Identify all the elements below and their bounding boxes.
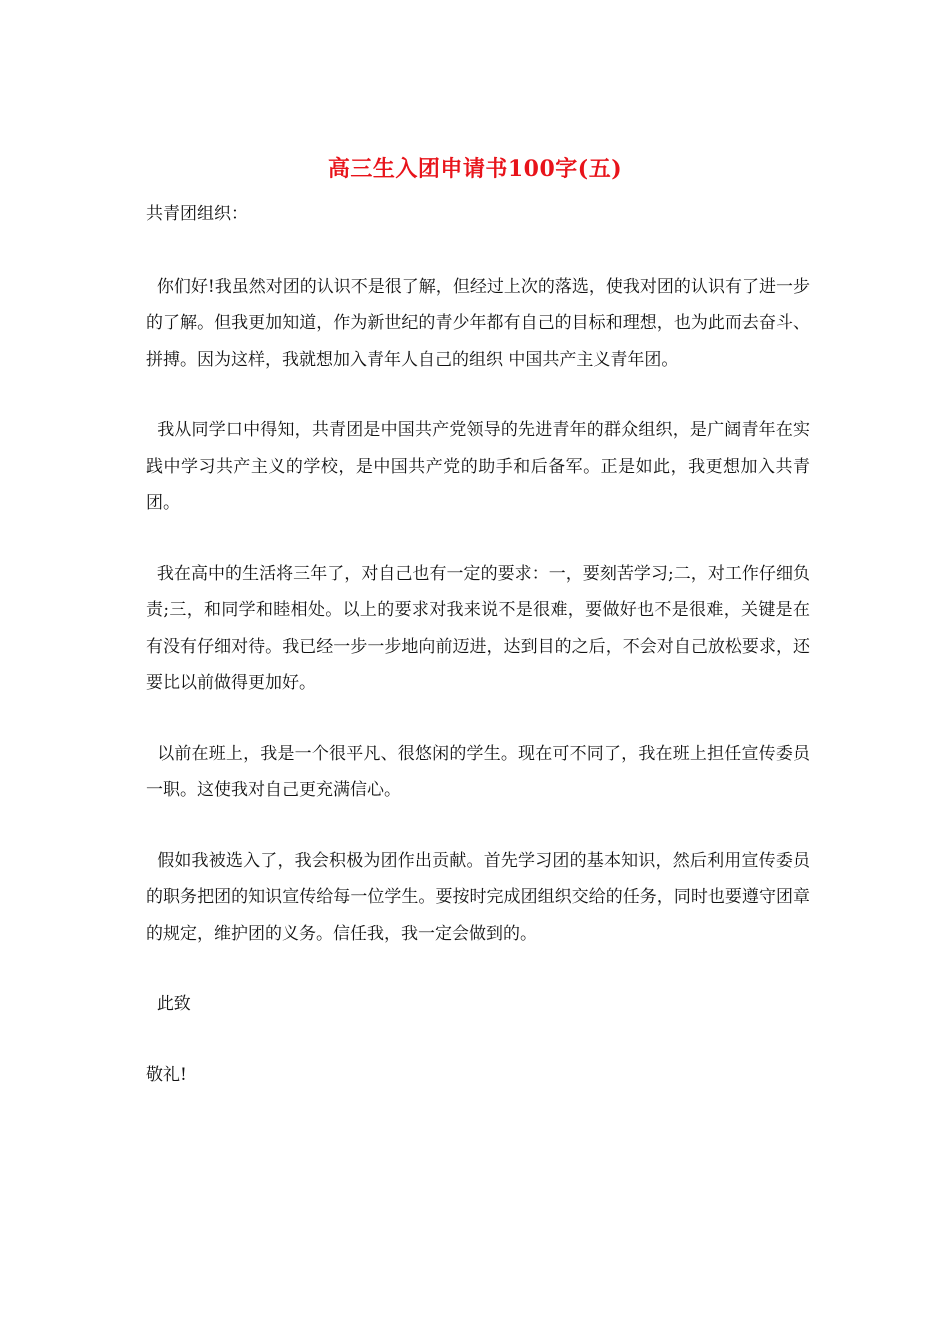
document-body: [146, 196, 810, 1093]
paragraph-4: 以前在班上，我是一个很平凡、很悠闲的学生。现在可不同了，我在班上担任宣传委员一职。这使我对自己更充满信心。: [146, 743, 811, 800]
paragraph-2: 我从同学口中得知，共青团是中国共产党领导的先进青年的群众组织，是广阔青年在实践中学习共产主义的学校，是中国共产党的助手和后备军。正是如此，我更想加入共青团。: [146, 420, 811, 513]
paragraph-1: 你们好!我虽然对团的认识不是很了解，但经过上次的落选，使我对团的认识有了进一步的了解。但我更加知道，作为新世纪的青少年都有自己的目标和理想，也为此而去奋斗、拼搏。因为这样，我就想加入青年人自己的组织 中国共产主义青年团。: [146, 276, 810, 370]
paragraph-3: 我在高中的生活将三年了，对自己也有一定的要求：一，要刻苦学习;二，对工作仔细负责;三，和同学和睦相处。以上的要求对我来说不是很难，要做好也不是很难，关键是在有没有仔细对待。我已经一步一步地向前迈进，达到目的之后，不会对自己放松要求，还要比以前做得更加好。: [146, 563, 810, 693]
document-title: 高三生入团申请书100字(五): [327, 156, 623, 182]
paragraph-5: 假如我被选入了，我会积极为团作出贡献。首先学习团的基本知识，然后利用宣传委员的职务把团的知识宣传给每一位学生。要按时完成团组织交给的任务，同时也要遵守团章的规定，维护团的义务。信任我，我一定会做到的。: [146, 850, 811, 944]
regards-line: 敬礼!: [146, 1064, 187, 1085]
closing-line: 此致: [146, 994, 191, 1014]
salutation: 共青团组织：: [146, 204, 248, 224]
